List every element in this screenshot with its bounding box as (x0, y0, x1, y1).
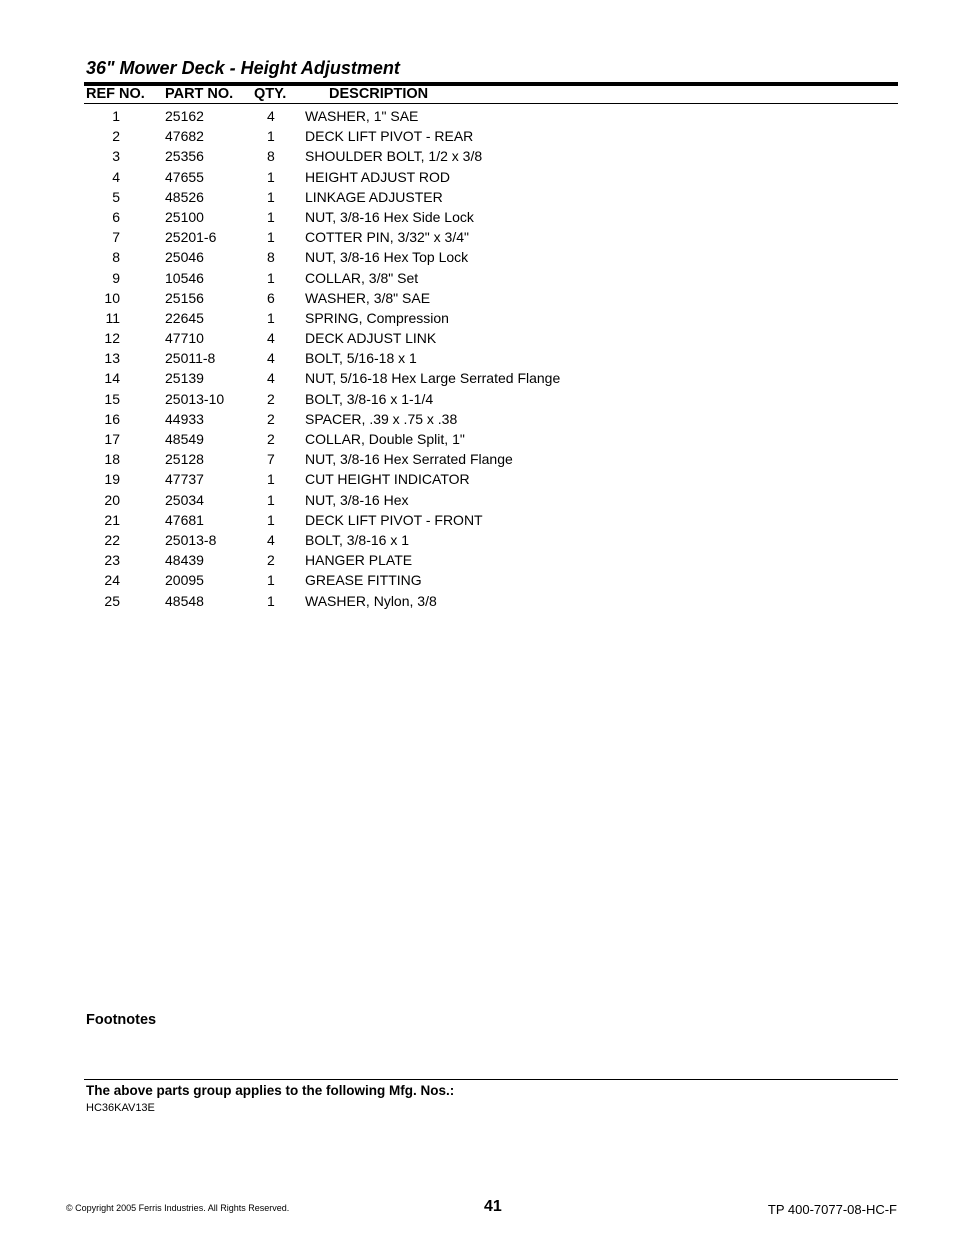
ref-no-cell: 1 (112, 108, 120, 124)
part-no-cell: 25139 (165, 370, 204, 387)
copyright: © Copyright 2005 Ferris Industries. All Rights Reserved. (66, 1203, 290, 1213)
part-no-cell: 47737 (165, 471, 204, 488)
ref-no-cell: 8 (112, 249, 120, 266)
qty-cell: 1 (267, 471, 275, 488)
ref-no-cell: 17 (104, 431, 120, 447)
qty-cell: 2 (267, 431, 275, 447)
qty-cell: 1 (267, 168, 275, 185)
description-cell: SPACER, .39 x .75 x .38 (305, 410, 458, 427)
description-cell: COTTER PIN, 3/32" x 3/4" (305, 229, 469, 246)
ref-no-cell: 24 (104, 572, 120, 589)
ref-no-cell: 2 (112, 128, 120, 145)
qty-cell: 2 (267, 552, 275, 569)
description-cell: DECK LIFT PIVOT - REAR (305, 128, 474, 145)
part-no-cell: 25100 (165, 208, 204, 225)
part-no-cell: 10546 (165, 269, 204, 286)
table-row (0, 167, 954, 187)
header-ref-no: REF NO. (86, 86, 145, 102)
qty-cell: 1 (267, 592, 275, 609)
document-id: TP 400-7077-08-HC-F (767, 1202, 897, 1217)
ref-no-cell: 5 (112, 188, 120, 205)
part-no-cell: 20095 (165, 572, 204, 589)
part-no-cell: 48549 (165, 431, 204, 447)
part-no-cell: 25162 (165, 108, 204, 124)
ref-no-cell: 22 (104, 531, 120, 548)
description-cell: WASHER, 3/8" SAE (305, 289, 431, 306)
qty-cell: 8 (267, 148, 275, 165)
description-cell: WASHER, 1" SAE (305, 108, 419, 124)
ref-no-cell: 18 (104, 451, 120, 468)
description-cell: DECK LIFT PIVOT - FRONT (305, 511, 483, 528)
table-row (0, 570, 954, 590)
ref-no-cell: 11 (105, 309, 120, 326)
qty-cell: 4 (267, 531, 275, 548)
part-no-cell: 25013-8 (165, 531, 217, 548)
qty-cell: 1 (267, 572, 275, 589)
ref-no-cell: 15 (104, 390, 120, 407)
ref-no-cell: 9 (112, 269, 120, 286)
part-no-cell: 47682 (165, 128, 204, 145)
page-number: 41 (484, 1198, 502, 1215)
ref-no-cell: 6 (112, 208, 120, 225)
qty-cell: 1 (267, 188, 275, 205)
qty-cell: 4 (267, 330, 275, 347)
description-cell: NUT, 3/8-16 Hex Top Lock (305, 249, 469, 266)
table-row (0, 288, 954, 308)
table-row (0, 207, 954, 227)
description-cell: COLLAR, 3/8" Set (305, 269, 419, 286)
ref-no-cell: 20 (104, 491, 120, 508)
qty-cell: 4 (267, 370, 275, 387)
table-row (0, 429, 954, 449)
qty-cell: 1 (267, 208, 275, 225)
qty-cell: 4 (267, 350, 275, 367)
header-qty: QTY. (254, 86, 287, 102)
qty-cell: 7 (267, 451, 275, 468)
ref-no-cell: 19 (104, 471, 120, 488)
part-no-cell: 25046 (165, 249, 204, 266)
ref-no-cell: 3 (112, 148, 120, 165)
table-row (0, 409, 954, 429)
table-row (0, 106, 954, 126)
table-row (0, 389, 954, 409)
description-cell: WASHER, Nylon, 3/8 (305, 592, 437, 609)
description-cell: SHOULDER BOLT, 1/2 x 3/8 (305, 148, 483, 165)
part-no-cell: 22645 (165, 309, 204, 326)
description-cell: COLLAR, Double Split, 1" (305, 431, 465, 447)
qty-cell: 1 (267, 269, 275, 286)
ref-no-cell: 21 (104, 511, 120, 528)
table-row (0, 550, 954, 570)
part-no-cell: 25356 (165, 148, 204, 165)
part-no-cell: 48526 (165, 188, 204, 205)
part-no-cell: 25156 (165, 289, 204, 306)
qty-cell: 6 (267, 289, 275, 306)
part-no-cell: 25013-10 (165, 390, 225, 407)
description-cell: BOLT, 3/8-16 x 1-1/4 (305, 390, 434, 407)
table-row (0, 510, 954, 530)
table-row (0, 591, 954, 611)
mfg-number: HC36KAV13E (86, 1102, 155, 1114)
table-row (0, 449, 954, 469)
ref-no-cell: 7 (112, 229, 120, 246)
description-cell: SPRING, Compression (305, 309, 449, 326)
description-cell: BOLT, 5/16-18 x 1 (305, 350, 417, 367)
mfg-rule (84, 1079, 898, 1080)
part-no-cell: 25034 (165, 491, 204, 508)
ref-no-cell: 10 (104, 289, 120, 306)
part-no-cell: 25128 (165, 451, 204, 468)
table-row (0, 268, 954, 288)
footnotes-label: Footnotes (86, 1012, 157, 1028)
table-row (0, 469, 954, 489)
part-no-cell: 47710 (165, 330, 204, 347)
table-row (0, 227, 954, 247)
page-title: 36" Mower Deck - Height Adjustment (86, 58, 400, 78)
ref-no-cell: 14 (104, 370, 120, 387)
qty-cell: 4 (267, 108, 275, 124)
description-cell: NUT, 3/8-16 Hex Side Lock (305, 208, 474, 225)
description-cell: LINKAGE ADJUSTER (305, 188, 443, 205)
qty-cell: 2 (267, 390, 275, 407)
parts-table (0, 106, 954, 611)
ref-no-cell: 23 (104, 552, 120, 569)
ref-no-cell: 25 (104, 592, 120, 609)
part-no-cell: 44933 (165, 410, 204, 427)
qty-cell: 8 (267, 249, 275, 266)
ref-no-cell: 4 (112, 168, 120, 185)
qty-cell: 1 (267, 229, 275, 246)
qty-cell: 1 (267, 491, 275, 508)
table-row (0, 126, 954, 146)
description-cell: NUT, 3/8-16 Hex Serrated Flange (305, 451, 513, 468)
part-no-cell: 48439 (165, 552, 204, 569)
table-row (0, 308, 954, 328)
ref-no-cell: 16 (104, 410, 120, 427)
table-row (0, 328, 954, 348)
table-row (0, 530, 954, 550)
part-no-cell: 25011-8 (165, 350, 216, 367)
description-cell: GREASE FITTING (305, 572, 422, 589)
table-row (0, 187, 954, 207)
description-cell: HANGER PLATE (305, 552, 413, 569)
qty-cell: 2 (267, 410, 275, 427)
part-no-cell: 47681 (165, 511, 204, 528)
ref-no-cell: 12 (104, 330, 120, 347)
mfg-label: The above parts group applies to the following Mfg. Nos.: (86, 1083, 455, 1098)
table-row (0, 146, 954, 166)
table-row (0, 490, 954, 510)
qty-cell: 1 (267, 511, 275, 528)
description-cell: HEIGHT ADJUST ROD (305, 168, 450, 185)
qty-cell: 1 (267, 128, 275, 145)
qty-cell: 1 (267, 309, 275, 326)
description-cell: CUT HEIGHT INDICATOR (305, 471, 470, 488)
part-no-cell: 48548 (165, 592, 204, 609)
header-rule (84, 103, 898, 104)
description-cell: DECK ADJUST LINK (305, 330, 437, 347)
header-description: DESCRIPTION (329, 86, 429, 102)
part-no-cell: 47655 (165, 168, 204, 185)
ref-no-cell: 13 (104, 350, 120, 367)
table-row (0, 348, 954, 368)
description-cell: NUT, 5/16-18 Hex Large Serrated Flange (305, 370, 561, 387)
header-part-no: PART NO. (165, 86, 234, 102)
description-cell: BOLT, 3/8-16 x 1 (305, 531, 410, 548)
part-no-cell: 25201-6 (165, 229, 217, 246)
description-cell: NUT, 3/8-16 Hex (305, 491, 409, 508)
table-row (0, 247, 954, 267)
table-row (0, 368, 954, 388)
